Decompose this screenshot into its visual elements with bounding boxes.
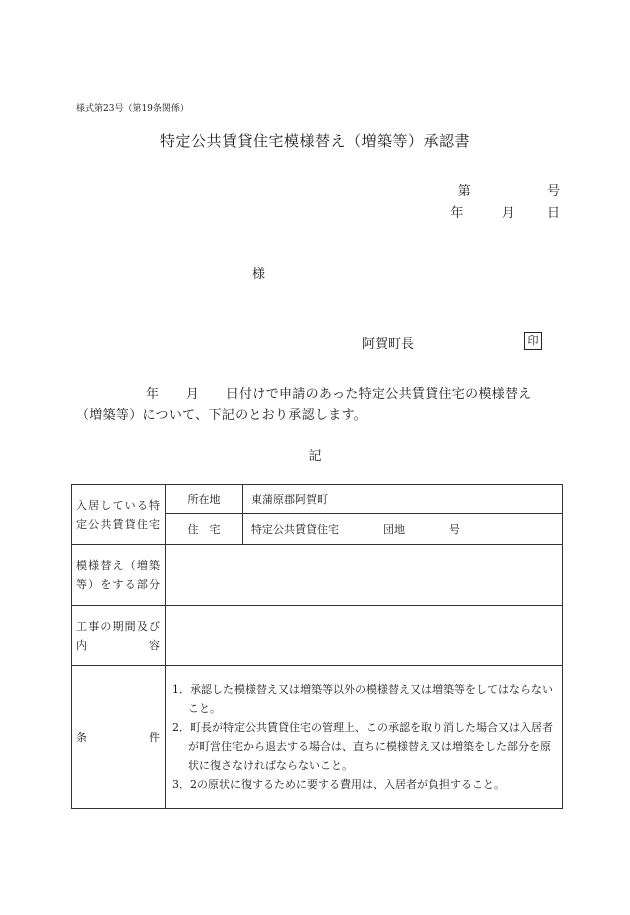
house-value: 特定公共賃貸住宅 団地 号 [243,514,563,545]
conditions-list [166,666,563,809]
approval-details-table [71,484,563,809]
date-day: 日 [546,206,560,221]
resident-housing-label: 入居している特定公共賃貸住宅 [72,485,166,545]
issuer-name: 阿賀町長 [362,337,415,352]
location-value: 東蒲原郡阿賀町 [243,485,563,514]
condition-item-3: 3．2の原状に復するために要する費用は、入居者が負担すること。 [172,778,505,791]
work-period-label: 工事の期間及び内容 [72,606,166,666]
house-label: 住 宅 [166,514,243,545]
conditions-label: 条 件 [72,666,166,809]
body-text-line-2: （増築等）について、下記のとおり承認します。 [76,408,368,423]
date-year: 年 [450,206,464,221]
location-label: 所在地 [166,485,243,514]
document-number-line [458,180,560,199]
date-month: 月 [501,206,515,221]
document-title: 特定公共賃貸住宅模様替え（増築等）承認書 [159,132,470,150]
seal-mark-icon: 印 [524,332,542,350]
work-period-value [166,606,563,666]
number-prefix: 第 [457,184,471,199]
condition-item-2: 2．町長が特定公共賃貸住宅の管理上、この承認を取り消した場合又は入居者が町営住宅から退去する場合は、直ちに模様替え又は増築をした部分を原状に復さなければならないこと。 [172,721,553,772]
remodel-part-label: 模様替え（増築等）をする部分 [72,545,166,606]
number-suffix: 号 [546,184,560,199]
condition-item-1: 1．承認した模様替え又は増築等以外の模様替え又は増築等をしてはならないこと。 [172,683,553,715]
addressee-suffix: 様 [252,267,266,282]
body-text-line-1: 年 月 日付けで申請のあった特定公共賃貸住宅の模様替え [146,387,532,402]
date-line [450,202,560,221]
remodel-part-value [166,545,563,606]
ki-heading: 記 [308,449,322,464]
form-number: 様式第23号（第19条関係） [76,104,189,114]
